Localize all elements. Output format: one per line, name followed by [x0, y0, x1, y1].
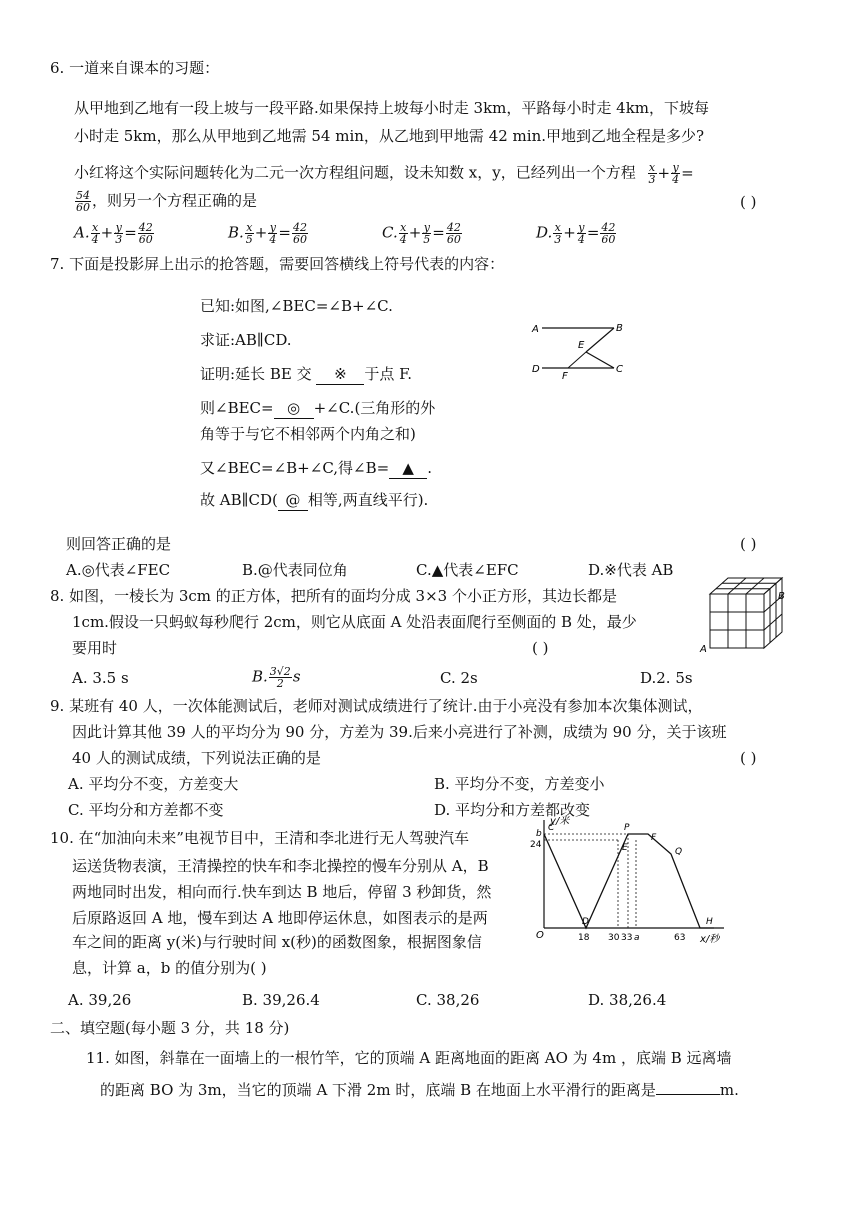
option-label: D. — [536, 223, 553, 242]
point-h: H — [706, 917, 713, 927]
q8-answer-paren: ( ) — [532, 639, 549, 657]
frac-den: 60 — [446, 233, 461, 246]
text: 故 AB∥CD( — [200, 491, 278, 509]
cube-front-face — [710, 594, 764, 648]
text: 则∠BEC= — [200, 399, 274, 417]
q7-proof-5 — [200, 490, 428, 511]
frac-num: x — [554, 221, 561, 234]
q6-given-equation: $\frac{x}{3}$ + $\frac{y}{4}$ = — [648, 161, 694, 186]
frac-num: x — [648, 161, 656, 174]
frac-den: 60 — [76, 201, 90, 214]
q8-option-b — [252, 666, 301, 689]
y-tick-b: b — [536, 829, 542, 839]
q7-proof-3: 角等于与它不相邻两个内角之和) — [200, 425, 416, 443]
q7-title: 7. 下面是投影屏上出示的抢答题，需要回答横线上符号代表的内容： — [50, 255, 505, 273]
answer-blank[interactable] — [656, 1094, 720, 1095]
q11-text-2 — [100, 1080, 739, 1100]
section-2-heading: 二、填空题(每小题 3 分，共 18 分) — [50, 1019, 290, 1037]
frac-den: 60 — [138, 233, 153, 246]
x-tick-63: 63 — [674, 933, 686, 943]
text: 相等,两直线平行). — [307, 491, 429, 509]
point-c: C — [548, 823, 555, 833]
frac-den: 4 — [399, 233, 407, 246]
point-d: D — [582, 917, 589, 927]
q9-option-a: A. 平均分不变，方差变大 — [68, 775, 239, 793]
q8-text-1: 8. 如图，一棱长为 3cm 的正方体，把所有的面均分成 3×3 个小正方形，其边长都是 — [50, 587, 617, 605]
frac-den: 3 — [115, 233, 123, 246]
frac-num: y — [115, 221, 122, 234]
point-q: Q — [675, 847, 683, 857]
q6-text-1: 从甲地到乙地有一段上坡与一段平路.如果保持上坡每小时走 3km，平路每小时走 4km，下坡每 — [74, 99, 710, 117]
q10-text-6: 息，计算 a，b 的值分别为( ) — [72, 959, 267, 977]
q7-option-a: A.◎代表∠FEC — [66, 561, 171, 579]
option-label: B. — [228, 223, 244, 242]
point-e: E — [622, 843, 628, 853]
q6-title: 6. 一道来自课本的习题： — [50, 59, 220, 77]
q10-text-3: 两地同时出发，相向而行.快车到达 B 地后，停留 3 秒卸货，然 — [72, 883, 492, 901]
frac-den: 60 — [601, 233, 616, 246]
graph-line — [544, 834, 714, 928]
q6-option-b: B. $\frac{x}{5}$ + $\frac{y}{4}$ = $\frac{42}{60}$ — [228, 221, 307, 246]
frac-den: 4 — [672, 173, 680, 186]
q8-text-2: 1cm.假设一只蚂蚁每秒爬行 2cm，则它从底面 A 处沿表面爬行至侧面的 B 处，最少 — [72, 613, 637, 631]
cube-top-face — [710, 578, 782, 594]
q6-text-3 — [74, 162, 694, 185]
q8-option-c: C. 2s — [440, 669, 478, 687]
q8-option-a: A. 3.5 s — [72, 669, 129, 687]
q7-ask: 则回答正确的是 — [66, 535, 172, 553]
q7-proof-2 — [200, 398, 435, 419]
q10-option-d: D. 38,26.4 — [588, 991, 667, 1009]
label-b: B — [778, 591, 785, 602]
q7-option-d: D.※代表 AB — [588, 561, 674, 579]
point-p: P — [624, 823, 630, 833]
q6-answer-paren: ( ) — [740, 193, 757, 211]
x-tick-18: 18 — [578, 933, 590, 943]
label-f: F — [562, 371, 568, 382]
q6-option-a: A. $\frac{x}{4}$ + $\frac{y}{3}$ = $\frac{42}{60}$ — [74, 221, 153, 246]
frac-num: 42 — [138, 221, 153, 234]
q9-answer-paren: ( ) — [740, 749, 757, 767]
q7-option-b: B.@代表同位角 — [242, 561, 348, 579]
q9-text-3: 40 人的测试成绩，下列说法正确的是 — [72, 749, 321, 767]
text: 又∠BEC=∠B+∠C,得∠B= — [200, 459, 390, 477]
label-a: A — [532, 324, 539, 335]
q6-text-2: 小时走 5km，那么从甲地到乙地需 54 min，从乙地到甲地需 42 min.甲地到乙地全程是多少? — [74, 127, 705, 145]
q6-text-4-words: ，则另一个方程正确的是 — [92, 191, 258, 210]
point-f: F — [651, 833, 657, 843]
option-label: B. — [252, 667, 268, 686]
label-c: C — [616, 364, 623, 375]
q7-given: 已知:如图,∠BEC=∠B+∠C. — [200, 297, 393, 315]
text: 于点 F. — [364, 365, 412, 383]
q9-text-1: 9. 某班有 40 人，一次体能测试后，老师对测试成绩进行了统计.由于小亮没有参加本次集体测试， — [50, 697, 703, 715]
frac-den: 2 — [276, 677, 284, 690]
q10-option-b: B. 39,26.4 — [242, 991, 320, 1009]
frac-num: x — [246, 221, 253, 234]
frac-num: 42 — [601, 221, 616, 234]
option-label: A. — [74, 223, 90, 242]
q7-figure — [528, 316, 628, 382]
frac-num: x — [92, 221, 99, 234]
frac-num: 42 — [446, 221, 461, 234]
q10-text-1: 10. 在“加油向未来”电视节目中，王清和李北进行无人驾驶汽车 — [50, 829, 469, 847]
q10-graph — [528, 814, 728, 946]
q7-prove: 求证:AB∥CD. — [200, 331, 292, 349]
label-b: B — [616, 323, 623, 334]
segment-ec — [586, 352, 614, 368]
q8-cube-figure — [698, 574, 790, 654]
q8-option-d: D.2. 5s — [640, 669, 693, 687]
frac-den: 5 — [423, 233, 431, 246]
q7-answer-paren: ( ) — [740, 535, 757, 553]
blank-symbol: ※ — [316, 364, 364, 385]
text: 证明:延长 BE 交 — [200, 365, 312, 383]
label-d: D — [532, 364, 540, 375]
y-axis-label: y/米 — [550, 816, 570, 827]
frac-den: 4 — [91, 233, 99, 246]
frac-den: 4 — [269, 233, 277, 246]
q6-option-d: D. $\frac{x}{3}$ + $\frac{y}{4}$ = $\frac{42}{60}$ — [536, 221, 616, 246]
frac-num: x — [400, 221, 407, 234]
q10-text-2: 运送货物表演，王清操控的快车和李北操控的慢车分别从 A，B — [72, 857, 489, 875]
q10-text-4: 后原路返回 A 地，慢车到达 A 地即停运休息，如图表示的是两 — [72, 909, 488, 927]
frac-den: 3 — [648, 173, 656, 186]
frac-num: y — [269, 221, 276, 234]
segment-be — [586, 328, 614, 352]
x-axis-label: x/秒 — [700, 934, 720, 945]
frac-num: 3√2 — [269, 665, 291, 678]
q11-text-1: 11. 如图，斜靠在一面墙上的一根竹竿，它的顶端 A 距离地面的距离 AO 为 4m ，底端 B 远离墙 — [86, 1049, 732, 1067]
text: 的距离 BO 为 3m，当它的顶端 A 下滑 2m 时，底端 B 在地面上水平滑行的距离是 — [100, 1081, 656, 1099]
x-tick-30: 30 — [608, 933, 620, 943]
unit: s — [292, 667, 301, 686]
blank-symbol: @ — [278, 490, 308, 511]
q9-option-b: B. 平均分不变，方差变小 — [434, 775, 605, 793]
q6-text-4 — [74, 190, 257, 213]
label-a: A — [700, 644, 707, 654]
frac-den: 5 — [245, 233, 253, 246]
q9-option-d: D. 平均分和方差都改变 — [434, 801, 591, 819]
frac-num: 54 — [76, 189, 90, 202]
frac-num: y — [578, 221, 585, 234]
x-tick-33: 33 — [621, 933, 633, 943]
blank-symbol: ◎ — [274, 398, 314, 419]
frac-den: 4 — [577, 233, 585, 246]
blank-symbol: ▲ — [389, 458, 427, 479]
option-label: C. — [382, 223, 398, 242]
q9-text-2: 因此计算其他 39 人的平均分为 90 分，方差为 39.后来小亮进行了补测，成绩为 90 分，关于该班 — [72, 723, 727, 741]
q10-text-5: 车之间的距离 y(米)与行驶时间 x(秒)的函数图象，根据图象信 — [72, 933, 482, 951]
q7-proof-4 — [200, 458, 432, 479]
segment-ef — [568, 352, 586, 368]
text: m. — [719, 1081, 739, 1099]
y-tick-24: 24 — [530, 840, 542, 850]
q7-option-c: C.▲代表∠EFC — [416, 561, 519, 579]
frac-den: 3 — [554, 233, 562, 246]
label-e: E — [578, 340, 585, 351]
frac-num: 42 — [292, 221, 307, 234]
q6-text-3-words: 小红将这个实际问题转化为二元一次方程组问题，设未知数 x，y，已经列出一个方程 — [74, 163, 636, 182]
text: . — [427, 459, 432, 477]
q10-option-c: C. 38,26 — [416, 991, 480, 1009]
q8-text-3: 要用时 — [72, 639, 118, 657]
q7-proof-1 — [200, 364, 412, 385]
q10-option-a: A. 39,26 — [68, 991, 132, 1009]
q9-option-c: C. 平均分和方差都不变 — [68, 801, 224, 819]
origin-label: O — [536, 930, 544, 941]
frac-num: y — [423, 221, 430, 234]
x-tick-a: a — [634, 933, 640, 943]
text: +∠C.(三角形的外 — [313, 399, 436, 417]
frac-num: y — [672, 161, 679, 174]
q6-option-c: C. $\frac{x}{4}$ + $\frac{y}{5}$ = $\frac{42}{60}$ — [382, 221, 461, 246]
frac-den: 60 — [292, 233, 307, 246]
